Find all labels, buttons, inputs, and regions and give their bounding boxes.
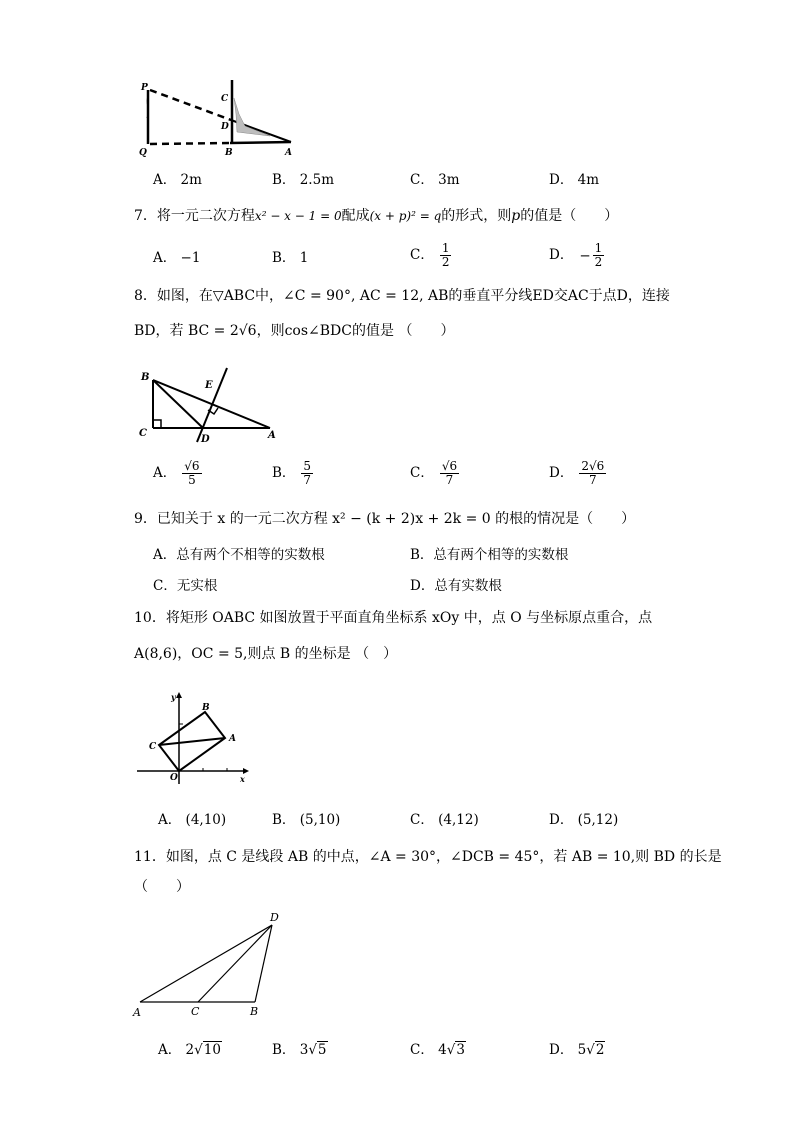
q8-label-d: D (201, 434, 210, 445)
q11-stem-line1: 11．如图，点 C 是线段 AB 的中点，∠A = 30°，∠DCB = 45°，若 AB = 10,则 BD 的长是 (134, 849, 722, 865)
q7-option-d[interactable]: D． − $\frac{1}{2}$ (549, 241, 603, 269)
q11-option-a[interactable]: A． 2√10 (158, 1042, 221, 1058)
q7-stem: 7．将一元二次方程x² − x − 1 = 0配成(x + p)² = q的形式，则p的值是（ ） (134, 208, 619, 224)
q8-label-e: E (205, 380, 213, 391)
q10-stem-line2: A(8,6)，OC = 5,则点 B 的坐标是 （ ） (134, 646, 398, 662)
q6-label-d: D (221, 122, 229, 132)
q11-label-c: C (191, 1005, 200, 1017)
q8-option-a[interactable]: A． $\frac{√6}{5}$ (153, 459, 200, 487)
q6-label-b: B (225, 148, 233, 158)
q11-option-c[interactable]: C． 4√3 (410, 1042, 465, 1058)
q11-stem-line2: （ ） (134, 879, 190, 895)
q10-option-d[interactable]: D． (5,12) (549, 812, 619, 828)
q6-option-b[interactable]: B． 2.5m (272, 172, 334, 188)
q7-option-a[interactable]: A． −1 (153, 250, 201, 266)
q11-label-d: D (270, 911, 279, 924)
q6-label-p: P (141, 83, 148, 93)
q10-label-c: C (149, 742, 157, 752)
q8-label-c: C (139, 428, 147, 439)
q6-option-a[interactable]: A． 2m (153, 172, 202, 188)
q7-option-c[interactable]: C． $\frac{1}{2}$ (410, 241, 450, 269)
q10-option-c[interactable]: C． (4,12) (410, 812, 479, 828)
q10-stem-line1: 10．将矩形 OABC 如图放置于平面直角坐标系 xOy 中，点 O 与坐标原点重合，点 (134, 610, 653, 626)
q8-option-d[interactable]: D． $\frac{2√6}{7}$ (549, 459, 605, 487)
q8-figure (135, 364, 285, 446)
q9-option-d[interactable]: D．总有实数根 (410, 578, 502, 594)
q8-option-b[interactable]: B． $\frac{5}{7}$ (272, 459, 312, 487)
q10-label-a: A (229, 734, 236, 744)
q10-label-o: O (170, 773, 178, 783)
q11-figure (128, 905, 288, 1017)
q6-label-q: Q (139, 148, 147, 158)
q9-option-b[interactable]: B．总有两个相等的实数根 (410, 547, 569, 563)
q9-option-a[interactable]: A．总有两个不相等的实数根 (153, 547, 325, 563)
q10-option-b[interactable]: B． (5,10) (272, 812, 341, 828)
q11-label-a: A (133, 1006, 141, 1017)
q6-label-a: A (285, 148, 292, 158)
q10-label-x: x (240, 774, 245, 784)
q10-option-a[interactable]: A． (4,10) (158, 812, 227, 828)
q7-option-b[interactable]: B． 1 (272, 250, 309, 266)
q10-label-y: y (171, 692, 176, 702)
q6-option-d[interactable]: D． 4m (549, 172, 600, 188)
q8-option-c[interactable]: C． $\frac{√6}{7}$ (410, 459, 458, 487)
q8-stem-line2: BD，若 BC = 2√6，则cos∠BDC的值是 （ ） (134, 323, 455, 339)
q6-option-c[interactable]: C． 3m (410, 172, 460, 188)
q10-label-b: B (202, 703, 210, 713)
q11-option-b[interactable]: B． 3√5 (272, 1042, 327, 1058)
q8-label-a: A (268, 430, 276, 441)
q8-label-b: B (141, 372, 150, 383)
q11-option-d[interactable]: D． 5√2 (549, 1042, 605, 1058)
q10-figure (135, 690, 255, 786)
q8-stem-line1: 8．如图，在▽ABC中，∠C = 90°, AC = 12, AB的垂直平分线ED交AC于点D，连接 (134, 288, 670, 304)
q11-label-b: B (250, 1005, 259, 1017)
q9-option-c[interactable]: C．无实根 (153, 578, 218, 594)
q9-stem: 9．已知关于 x 的一元二次方程 x² − (k + 2)x + 2k = 0 的根的情况是（ ） (134, 511, 636, 527)
q6-label-c: C (221, 94, 229, 104)
q6-figure (135, 74, 305, 164)
